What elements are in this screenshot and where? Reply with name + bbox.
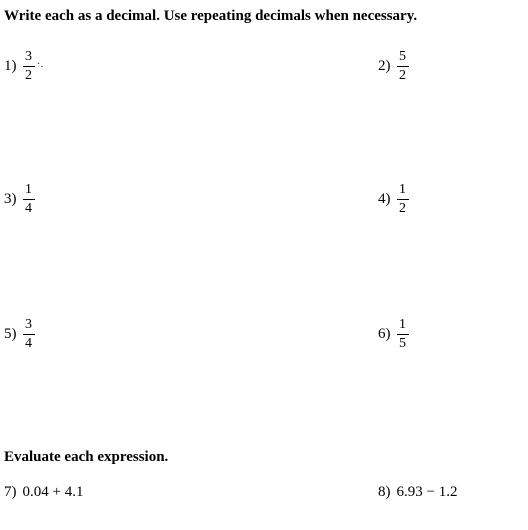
- problem-6: [378, 318, 409, 351]
- numerator: 3: [25, 317, 32, 332]
- fraction: [397, 50, 409, 83]
- numerator: 1: [399, 182, 406, 197]
- denominator: 2: [399, 68, 406, 83]
- problem-label: 8): [378, 484, 391, 500]
- fraction: [23, 318, 35, 351]
- problem-8: [378, 484, 457, 501]
- problem-5: [4, 318, 35, 351]
- stray-mark: ·.: [36, 56, 44, 70]
- evaluate-heading: Evaluate each expression.: [4, 449, 169, 465]
- problem-3: [4, 183, 35, 216]
- problem-2: [378, 50, 409, 83]
- numerator: 1: [25, 182, 32, 197]
- problem-7: [4, 484, 83, 501]
- fraction: [23, 50, 35, 83]
- fraction: [23, 183, 35, 216]
- expression: 6.93 − 1.2: [396, 484, 458, 500]
- fraction: [397, 183, 409, 216]
- problem-label: 7): [4, 484, 17, 500]
- numerator: 3: [25, 49, 32, 64]
- problem-label: 3): [4, 191, 17, 207]
- denominator: 2: [399, 201, 406, 216]
- numerator: 5: [399, 49, 406, 64]
- denominator: 2: [25, 68, 32, 83]
- denominator: 5: [399, 336, 406, 351]
- problem-label: 6): [378, 326, 391, 342]
- expression: 0.04 + 4.1: [22, 484, 84, 500]
- instructions-heading: Write each as a decimal. Use repeating decimals when necessary.: [4, 8, 418, 24]
- denominator: 4: [25, 201, 32, 216]
- problem-4: [378, 183, 409, 216]
- problem-label: 1): [4, 58, 17, 74]
- fraction: [397, 318, 409, 351]
- problem-label: 2): [378, 58, 391, 74]
- problem-label: 4): [378, 191, 391, 207]
- denominator: 4: [25, 336, 32, 351]
- numerator: 1: [399, 317, 406, 332]
- problem-label: 5): [4, 326, 17, 342]
- problem-1: [4, 50, 44, 83]
